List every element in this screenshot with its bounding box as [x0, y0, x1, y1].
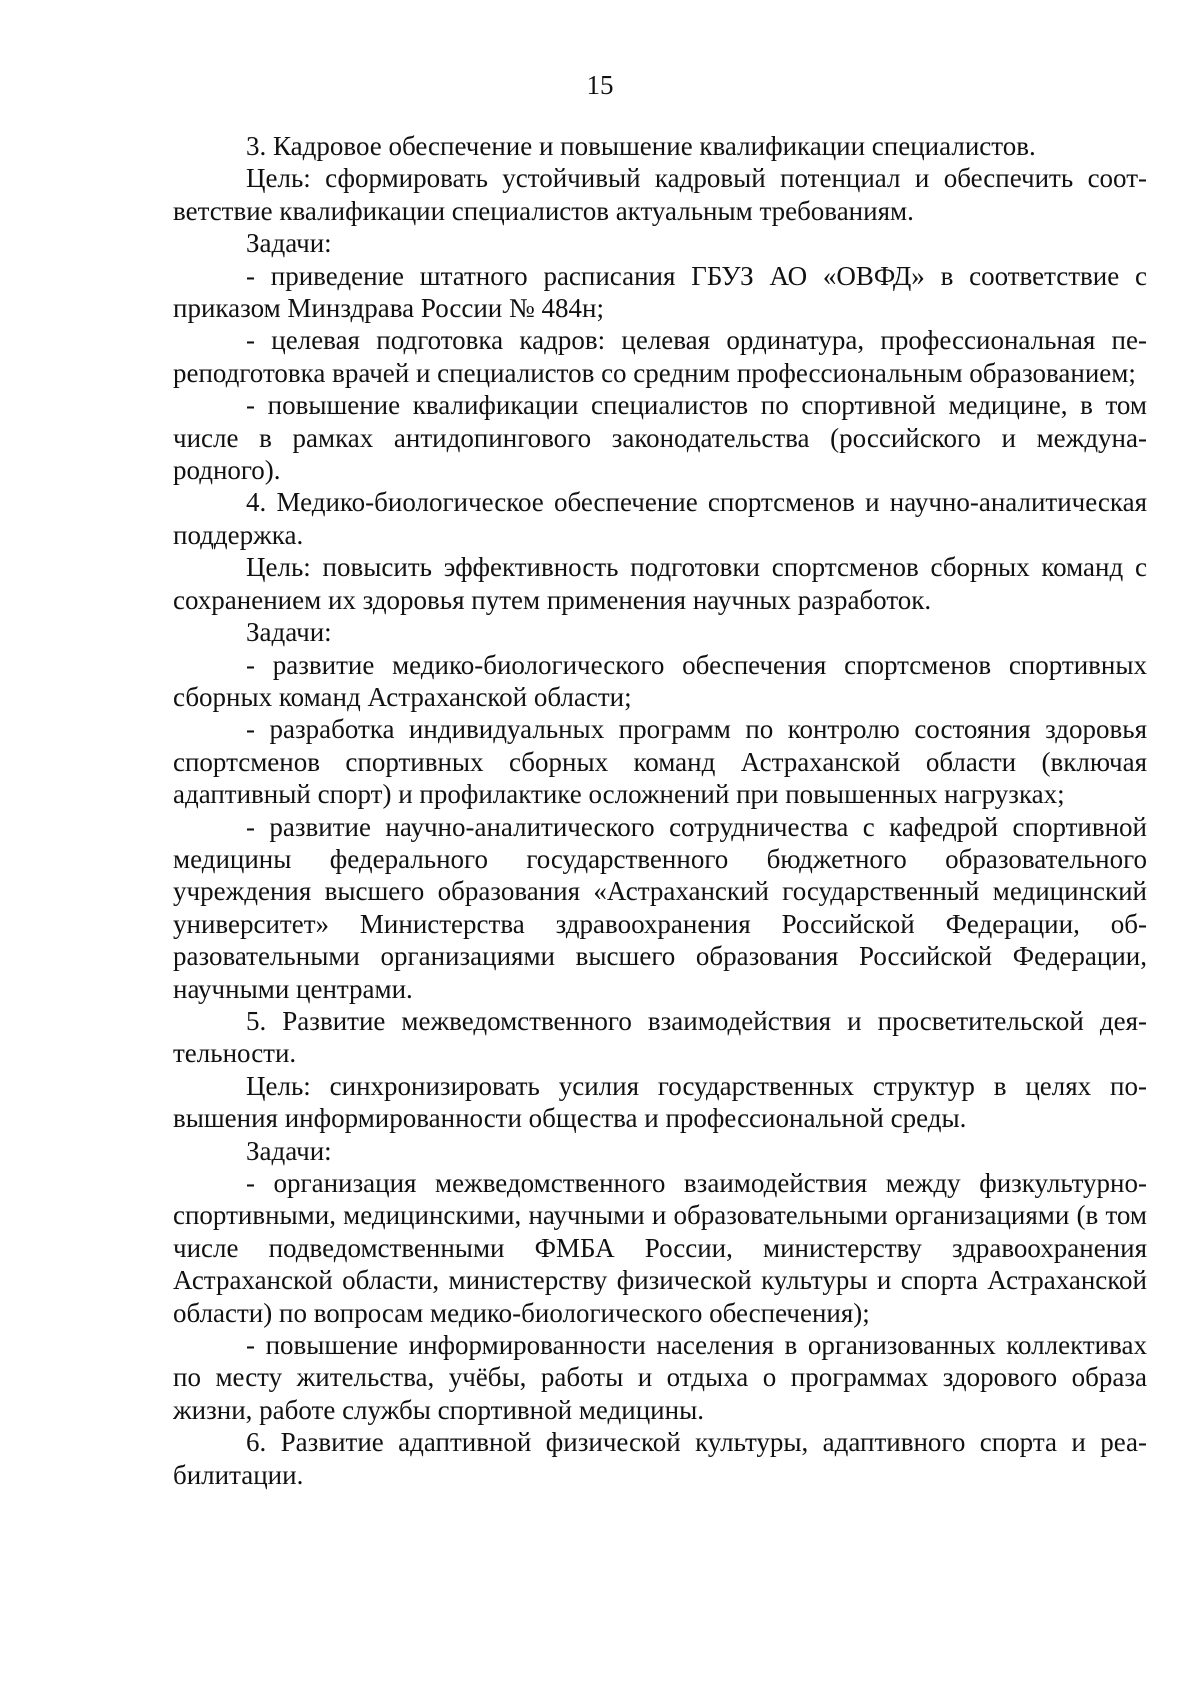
task-item: - развитие научно-аналитического сотрудничества с кафедрой спортивной медицины федерального государственного бюджетного образовательного учреждения высшего образования «Астраханский государственный медицинский университет» Министерства здравоохранения Российской Федерации, образовательными организациями высшего образования Российской Федерации, научными центрами. — [173, 811, 1147, 1004]
task-item: - целевая подготовка кадров: целевая ординатура, профессиональная переподготовка врачей и специалистов со средним профессиональным образованием; — [173, 325, 1147, 388]
tasks-label: Задачи: — [246, 228, 332, 259]
task-item: - приведение штатного расписания ГБУЗ АО «ОВФД» в соответствие с приказом Минздрава России № 484н; — [173, 260, 1147, 324]
task-item: - повышение информированности населения в организованных коллективах по месту жительства, учёбы, работы и отдыха о программах здорового образа жизни, работе службы спортивной медицины. — [173, 1330, 1147, 1425]
tasks-label: Задачи: — [246, 617, 332, 648]
goal-paragraph: Цель: синхронизировать усилия государственных структур в целях повышения информированности общества и профессиональной среды. — [173, 1070, 1147, 1134]
task-item: - повышение квалификации специалистов по спортивной медицине, в том числе в рамках антидопингового законодательства (российского и международного). — [173, 390, 1147, 486]
goal-paragraph: Цель: повысить эффективность подготовки спортсменов сборных команд с сохранением их здоровья путем применения научных разработок. — [173, 552, 1147, 615]
section-heading-medical-support: 4. Медико-биологическое обеспечение спортсменов и научно-аналитическая поддержка. — [173, 487, 1147, 550]
page-number: 15 — [586, 70, 614, 100]
task-item: - развитие медико-биологического обеспечения спортсменов спортивных сборных команд Астраханской области; — [173, 649, 1147, 712]
tasks-label: Задачи: — [246, 1135, 332, 1166]
task-item: - разработка индивидуальных программ по контролю состояния здоровья спортсменов спортивных сборных команд Астраханской области (включая адаптивный спорт) и профилактике осложнений при повышенных нагрузках; — [173, 714, 1147, 810]
task-item: - организация межведомственного взаимодействия между физкультурно-спортивными, медицинскими, научными и образовательными организациями (в том числе подведомственными ФМБА России, министерству здравоохранения Астраханской области, министерству физической культуры и спорта Астраханской области) по вопросам медико-биологического обеспечения); — [173, 1168, 1147, 1328]
section-heading-adaptive-sport: 6. Развитие адаптивной физической культуры, адаптивного спорта и реабилитации. — [173, 1427, 1147, 1490]
goal-paragraph: Цель: сформировать устойчивый кадровый потенциал и обеспечить соответствие квалификации специалистов актуальным требованиям. — [173, 163, 1147, 226]
section-heading-interagency: 5. Развитие межведомственного взаимодействия и просветительской деятельности. — [173, 1005, 1147, 1069]
document-body — [173, 130, 1147, 1491]
section-heading-staffing: 3. Кадровое обеспечение и повышение квалификации специалистов. — [246, 131, 1036, 161]
